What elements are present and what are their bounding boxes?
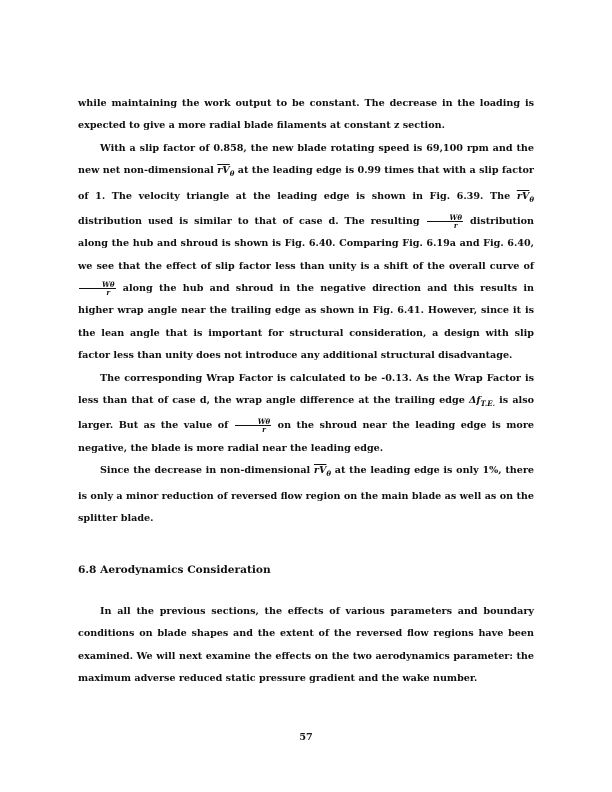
text: at the leading edge is 0.99 times that with a slip factor of 1. The velocity triangle at the leading edge is shown in Fig. 6.39. The <box>78 165 534 202</box>
section-heading: 6.8 Aerodynamics Consideration <box>78 564 271 576</box>
section-paragraph-1: In all the previous sections, the effects of various parameters and boundary conditions on blade shapes and the extent of the reversed flow regions have been examined. We will next examine the effects on the two aerodynamics parameter: the maximum adverse reduced static pressure gradient and the wake number. <box>78 606 534 685</box>
paragraph-3 <box>78 368 534 461</box>
text: distribution along the hub and shroud is shown is Fig. 6.40. Comparing Fig. 6.19a and Fig. 6.40, we see that the effect of slip factor less than unity is a shift of the overall curve of <box>78 215 535 272</box>
paragraph-2 <box>78 138 534 368</box>
math-rv-theta: $\overline{rV}_\theta$ <box>313 465 332 479</box>
paragraph-4 <box>78 460 534 530</box>
text: on the shroud near the leading edge is more negative, the blade is more radial near the leading edge. <box>78 420 534 454</box>
text: along the hub and shroud in the negative direction and this results in higher wrap angle near the trailing edge as shown in Fig. 6.41. However, since it is the lean angle that is important for structural consideration, a design with slip factor less than unity does not introduce any additional structural disadvantage. <box>78 283 534 362</box>
fraction-w-theta-over-r: $\frac{W\theta}{r}$ <box>79 281 116 296</box>
page-number: 57 <box>299 732 313 743</box>
section-text <box>78 601 534 691</box>
math-rv-theta: $\overline{rV}_\theta$ <box>217 165 235 179</box>
paragraph-1 <box>78 93 534 138</box>
math-delta-f-te: $\Delta f_{T.E.}$ <box>468 395 496 408</box>
math-rv-theta: $\overline{rV}_\theta$ <box>516 190 534 204</box>
fraction-w-theta-over-r: $\frac{W\theta}{r}$ <box>427 214 464 229</box>
text: Since the decrease in non-dimensional <box>100 465 314 477</box>
text: at the leading edge is only 1%, there is only a minor reduction of reversed flow region on the main blade as well as on the splitter blade. <box>78 465 534 524</box>
text: With a slip factor of 0.858, the new blade rotating speed is 69,100 rpm and the new net non-dimensional <box>78 142 534 177</box>
fraction-w-theta-over-r: $\frac{W\theta}{r}$ <box>235 418 272 433</box>
body-text <box>78 93 534 530</box>
text: is also larger. But as the value of <box>78 395 534 432</box>
text: distribution used is similar to that of case d. The resulting <box>78 215 426 227</box>
text: while maintaining the work output to be constant. The decrease in the loading is expected to give a more radial blade filaments at constant z section. <box>78 98 534 132</box>
text: The corresponding Wrap Factor is calculated to be -0.13. As the Wrap Factor is less than that of case d, the wrap angle difference at the trailing edge <box>78 372 534 407</box>
